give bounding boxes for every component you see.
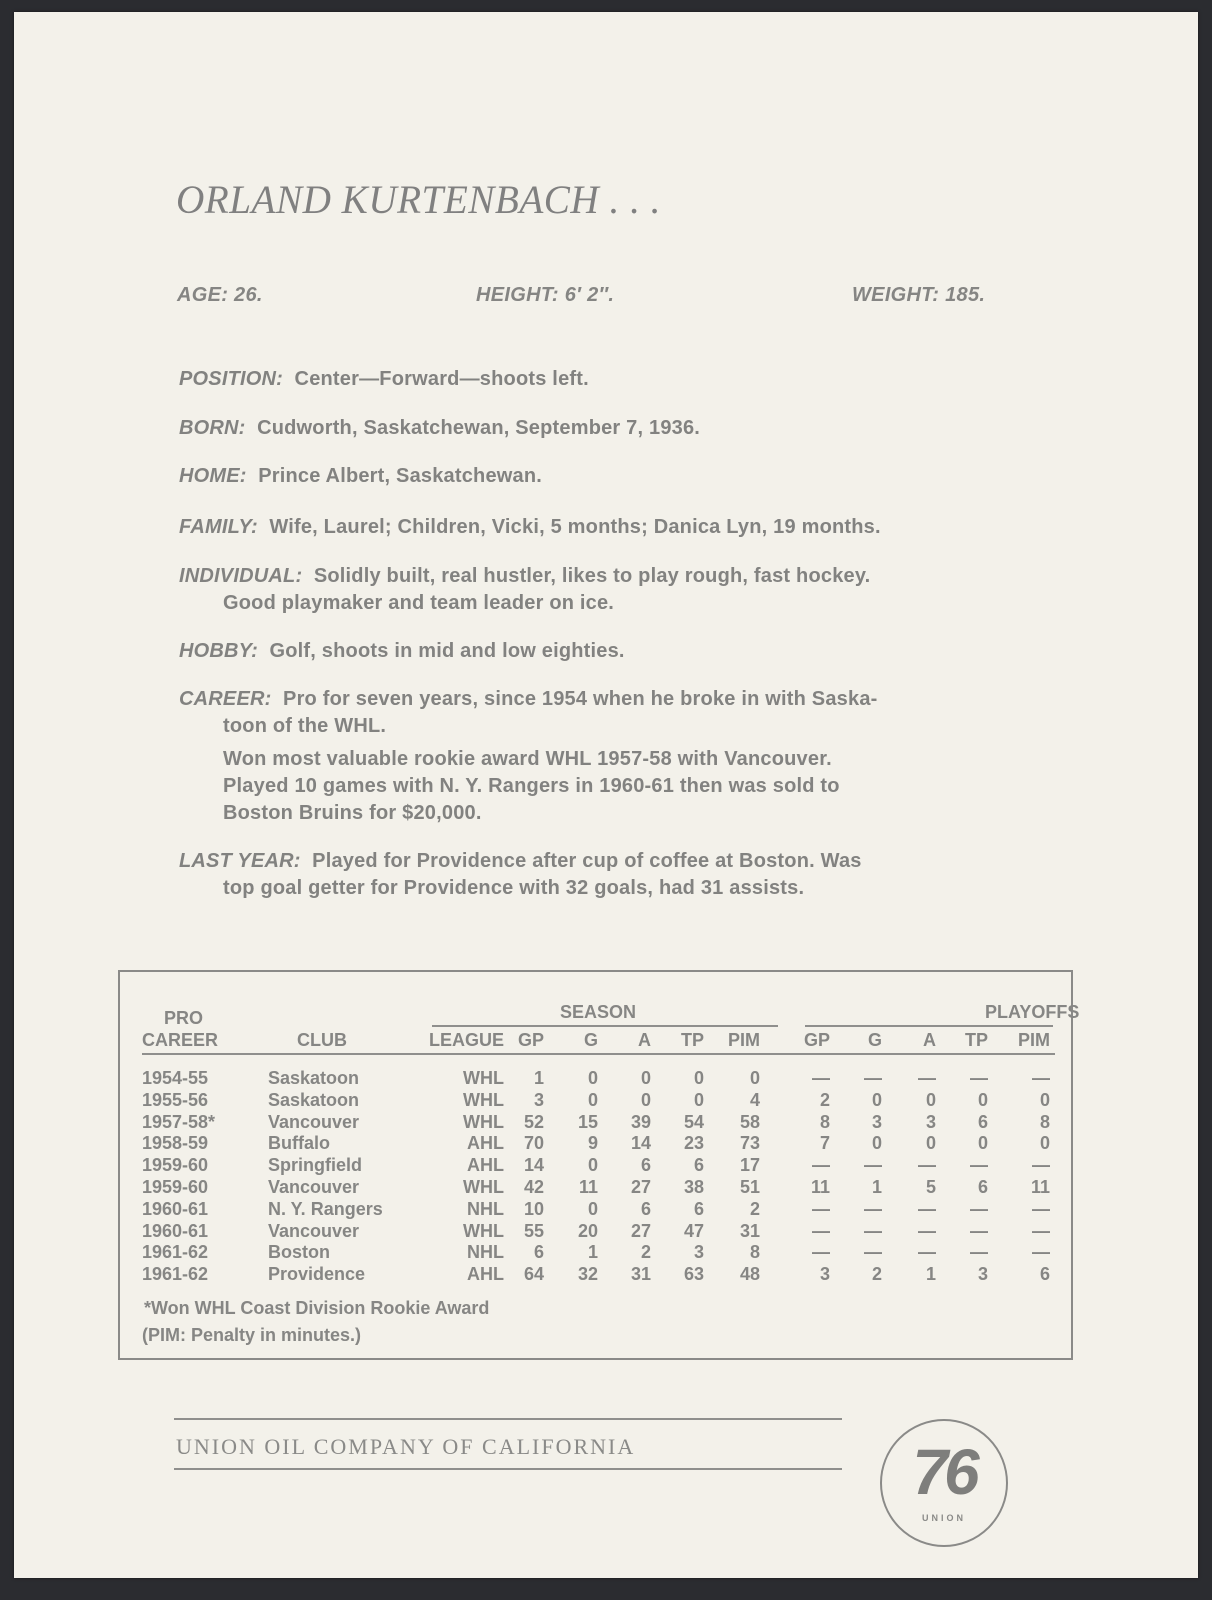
row-gp: 3: [533, 1089, 544, 1110]
bio-text: Prince Albert, Saskatchewan.: [258, 465, 543, 487]
bio-label: POSITION:: [179, 368, 284, 390]
row-pg: 2: [871, 1264, 882, 1285]
row-g: 32: [577, 1264, 598, 1285]
row-pgp: 2: [819, 1089, 830, 1110]
header-pro: PRO: [164, 1008, 204, 1028]
row-club: Buffalo: [268, 1133, 330, 1154]
row-pgp: 3: [819, 1264, 830, 1285]
row-pa: 1: [925, 1264, 936, 1285]
bio-text-continued: top goal getter for Providence with 32 goals, had 31 assists.: [223, 877, 805, 899]
row-a: 2: [640, 1242, 651, 1263]
row-league: WHL: [463, 1068, 504, 1088]
bio-position: [179, 366, 589, 393]
row-pg: —: [864, 1220, 882, 1241]
row-ptp: —: [970, 1155, 988, 1176]
row-g: 1: [587, 1242, 598, 1263]
row-tp: 3: [693, 1242, 704, 1263]
row-tp: 0: [693, 1089, 704, 1110]
header-p-a: A: [923, 1030, 936, 1050]
footer-rule-top: [174, 1418, 842, 1420]
row-gp: 55: [523, 1220, 544, 1241]
row-ppim: 6: [1039, 1264, 1050, 1285]
bio-label: FAMILY:: [179, 516, 258, 538]
row-ptp: 3: [977, 1264, 988, 1285]
row-club: Vancouver: [268, 1111, 360, 1132]
row-gp: 42: [523, 1177, 544, 1197]
row-club: Providence: [268, 1264, 366, 1285]
row-pgp: —: [812, 1242, 830, 1263]
header-club: CLUB: [297, 1030, 347, 1050]
row-ppim: 8: [1039, 1111, 1050, 1132]
row-ptp: —: [970, 1198, 988, 1219]
header-p-g: G: [867, 1030, 882, 1050]
row-pim: 17: [739, 1155, 760, 1176]
header-career: CAREER: [142, 1030, 219, 1050]
row-pa: —: [918, 1242, 936, 1263]
row-gp: 6: [533, 1242, 544, 1263]
row-gp: 70: [523, 1133, 544, 1154]
row-tp: 47: [683, 1220, 704, 1241]
bio-text: Wife, Laurel; Children, Vicki, 5 months; Danica Lyn, 19 months.: [269, 516, 881, 538]
row-a: 27: [630, 1177, 651, 1197]
bio-home: [179, 463, 542, 490]
row-ppim: 11: [1030, 1177, 1050, 1197]
bio-text: Cudworth, Saskatchewan, September 7, 1936.: [257, 417, 701, 439]
row-club: Vancouver: [268, 1177, 360, 1197]
bio-text: Golf, shoots in mid and low eighties.: [269, 640, 625, 662]
row-club: Vancouver: [268, 1220, 360, 1241]
season-underline: [432, 1025, 778, 1027]
row-g: 9: [587, 1133, 598, 1154]
row-g: 0: [587, 1068, 598, 1088]
row-season-year: 1960-61: [142, 1220, 209, 1241]
row-a: 6: [640, 1198, 651, 1219]
row-season-year: 1960-61: [142, 1198, 209, 1219]
row-a: 6: [640, 1155, 651, 1176]
row-g: 0: [587, 1198, 598, 1219]
row-ptp: —: [970, 1220, 988, 1241]
row-season-year: 1955-56: [142, 1089, 209, 1110]
row-pa: 5: [925, 1177, 936, 1197]
bio-text-continued: Boston Bruins for $20,000.: [223, 802, 482, 824]
row-a: 27: [630, 1220, 651, 1241]
row-league: AHL: [467, 1155, 504, 1176]
header-season: SEASON: [560, 1002, 637, 1022]
row-ppim: —: [1032, 1242, 1050, 1263]
row-pg: 0: [871, 1133, 882, 1154]
bio-label: HOBBY:: [179, 640, 258, 662]
row-club: Saskatoon: [268, 1068, 360, 1088]
row-pim: 73: [739, 1133, 760, 1154]
bio-individual: [179, 563, 870, 617]
row-season-year: 1958-59: [142, 1133, 209, 1154]
row-a: 0: [640, 1068, 651, 1088]
bio-text-continued: Won most valuable rookie award WHL 1957-58 with Vancouver.: [223, 748, 832, 770]
row-tp: 6: [693, 1198, 704, 1219]
row-pg: —: [864, 1068, 882, 1088]
row-pg: —: [864, 1155, 882, 1176]
row-pgp: 11: [810, 1177, 830, 1197]
row-league: AHL: [467, 1133, 504, 1154]
row-ptp: 6: [977, 1177, 988, 1197]
row-league: WHL: [463, 1089, 504, 1110]
row-g: 0: [587, 1155, 598, 1176]
player-weight: WEIGHT: 185.: [852, 284, 986, 306]
bio-family: [179, 514, 881, 541]
row-club: Boston: [268, 1242, 330, 1263]
row-season-year: 1961-62: [142, 1242, 209, 1263]
bio-text: Center—Forward—shoots left.: [294, 368, 589, 390]
row-ppim: —: [1032, 1220, 1050, 1241]
row-g: 20: [577, 1220, 598, 1241]
row-a: 39: [630, 1111, 651, 1132]
row-gp: 10: [523, 1198, 544, 1219]
row-gp: 1: [533, 1068, 544, 1088]
row-gp: 14: [523, 1155, 544, 1176]
bio-text: Played for Providence after cup of coffee at Boston. Was: [312, 850, 862, 872]
row-pa: —: [918, 1198, 936, 1219]
row-pgp: —: [812, 1155, 830, 1176]
header-a: A: [638, 1030, 651, 1050]
row-pa: 0: [925, 1089, 936, 1110]
row-tp: 54: [683, 1111, 704, 1132]
footnote-rookie-award: *Won WHL Coast Division Rookie Award: [144, 1298, 490, 1318]
bio-text-continued: toon of the WHL.: [223, 715, 387, 737]
row-tp: 38: [683, 1177, 704, 1197]
row-club: N. Y. Rangers: [268, 1198, 383, 1219]
logo-number: 76: [912, 1436, 976, 1508]
row-gp: 64: [523, 1264, 544, 1285]
row-ppim: —: [1032, 1198, 1050, 1219]
bio-text: Solidly built, real hustler, likes to play rough, fast hockey.: [313, 565, 871, 587]
row-tp: 0: [693, 1068, 704, 1088]
header-pim: PIM: [727, 1030, 760, 1050]
row-pim: 58: [739, 1111, 760, 1132]
row-ptp: 0: [977, 1133, 988, 1154]
row-season-year: 1957-58*: [142, 1111, 216, 1132]
row-pg: —: [864, 1198, 882, 1219]
player-name: ORLAND KURTENBACH . . .: [176, 177, 661, 222]
row-pgp: —: [812, 1068, 830, 1088]
row-pa: —: [918, 1220, 936, 1241]
row-season-year: 1959-60: [142, 1177, 209, 1197]
bio-last-year: [179, 848, 862, 902]
row-pim: 31: [739, 1220, 760, 1241]
header-underline: [142, 1053, 1055, 1055]
bio-hobby: [179, 638, 625, 665]
header-league: LEAGUE: [428, 1030, 504, 1050]
row-season-year: 1961-62: [142, 1264, 209, 1285]
row-ppim: 0: [1039, 1133, 1050, 1154]
row-league: WHL: [463, 1111, 504, 1132]
row-ppim: —: [1032, 1068, 1050, 1088]
row-pim: 48: [739, 1264, 760, 1285]
row-pgp: —: [812, 1198, 830, 1219]
player-age: AGE: 26.: [177, 284, 263, 306]
bio-text-continued: Played 10 games with N. Y. Rangers in 1960-61 then was sold to: [223, 775, 840, 797]
bio-label: INDIVIDUAL:: [179, 565, 303, 587]
career-stats-table: [118, 970, 1080, 1360]
player-card: [14, 12, 1198, 1578]
header-tp: TP: [680, 1030, 704, 1050]
row-g: 0: [587, 1089, 598, 1110]
bio-label: CAREER:: [179, 688, 272, 710]
logo-text: UNION: [922, 1513, 966, 1523]
bio-label: HOME:: [179, 465, 247, 487]
row-season-year: 1959-60: [142, 1155, 209, 1176]
row-ppim: 0: [1039, 1089, 1050, 1110]
row-league: WHL: [463, 1220, 504, 1241]
row-pim: 51: [739, 1177, 760, 1197]
header-p-tp: TP: [964, 1030, 988, 1050]
row-pgp: 7: [819, 1133, 830, 1154]
header-gp: GP: [517, 1030, 544, 1050]
row-pgp: 8: [819, 1111, 830, 1132]
row-gp: 52: [523, 1111, 544, 1132]
bio-text: Pro for seven years, since 1954 when he broke in with Saska-: [283, 688, 878, 710]
row-pa: 3: [925, 1111, 936, 1132]
footnote-pim: (PIM: Penalty in minutes.): [142, 1325, 362, 1345]
row-league: AHL: [467, 1264, 504, 1285]
bio-label: BORN:: [179, 417, 246, 439]
union-76-logo: [880, 1419, 1008, 1547]
row-league: WHL: [463, 1177, 504, 1197]
row-season-year: 1954-55: [142, 1068, 209, 1088]
row-a: 0: [640, 1089, 651, 1110]
header-p-gp: GP: [803, 1030, 830, 1050]
row-pg: 1: [871, 1177, 882, 1197]
row-g: 15: [577, 1111, 598, 1132]
header-playoffs: PLAYOFFS: [985, 1002, 1080, 1022]
bio-born: [179, 415, 700, 442]
row-a: 31: [630, 1264, 651, 1285]
row-ptp: —: [970, 1068, 988, 1088]
row-tp: 63: [683, 1264, 704, 1285]
row-pg: 3: [871, 1111, 882, 1132]
row-g: 11: [578, 1177, 598, 1197]
row-pim: 8: [749, 1242, 760, 1263]
row-ptp: 6: [977, 1111, 988, 1132]
header-g: G: [583, 1030, 598, 1050]
company-name: UNION OIL COMPANY OF CALIFORNIA: [176, 1434, 636, 1459]
row-pg: —: [864, 1242, 882, 1263]
row-ppim: —: [1032, 1155, 1050, 1176]
bio-label: LAST YEAR:: [179, 850, 301, 872]
row-a: 14: [630, 1133, 651, 1154]
row-ptp: —: [970, 1242, 988, 1263]
row-pim: 4: [749, 1089, 760, 1110]
row-pim: 0: [749, 1068, 760, 1088]
row-tp: 6: [693, 1155, 704, 1176]
bio-text-continued: Good playmaker and team leader on ice.: [223, 592, 615, 614]
row-tp: 23: [683, 1133, 704, 1154]
row-club: Saskatoon: [268, 1089, 360, 1110]
row-pa: —: [918, 1068, 936, 1088]
row-ptp: 0: [977, 1089, 988, 1110]
header-p-pim: PIM: [1017, 1030, 1050, 1050]
row-league: NHL: [467, 1198, 504, 1219]
row-pim: 2: [749, 1198, 760, 1219]
row-club: Springfield: [268, 1155, 362, 1176]
row-league: NHL: [467, 1242, 504, 1263]
footer-rule-bottom: [174, 1468, 842, 1470]
row-pgp: —: [812, 1220, 830, 1241]
playoffs-underline: [805, 1025, 1053, 1027]
row-pg: 0: [871, 1089, 882, 1110]
row-pa: 0: [925, 1133, 936, 1154]
row-pa: —: [918, 1155, 936, 1176]
player-height: HEIGHT: 6′ 2″.: [476, 284, 615, 306]
bio-career: [179, 686, 878, 827]
